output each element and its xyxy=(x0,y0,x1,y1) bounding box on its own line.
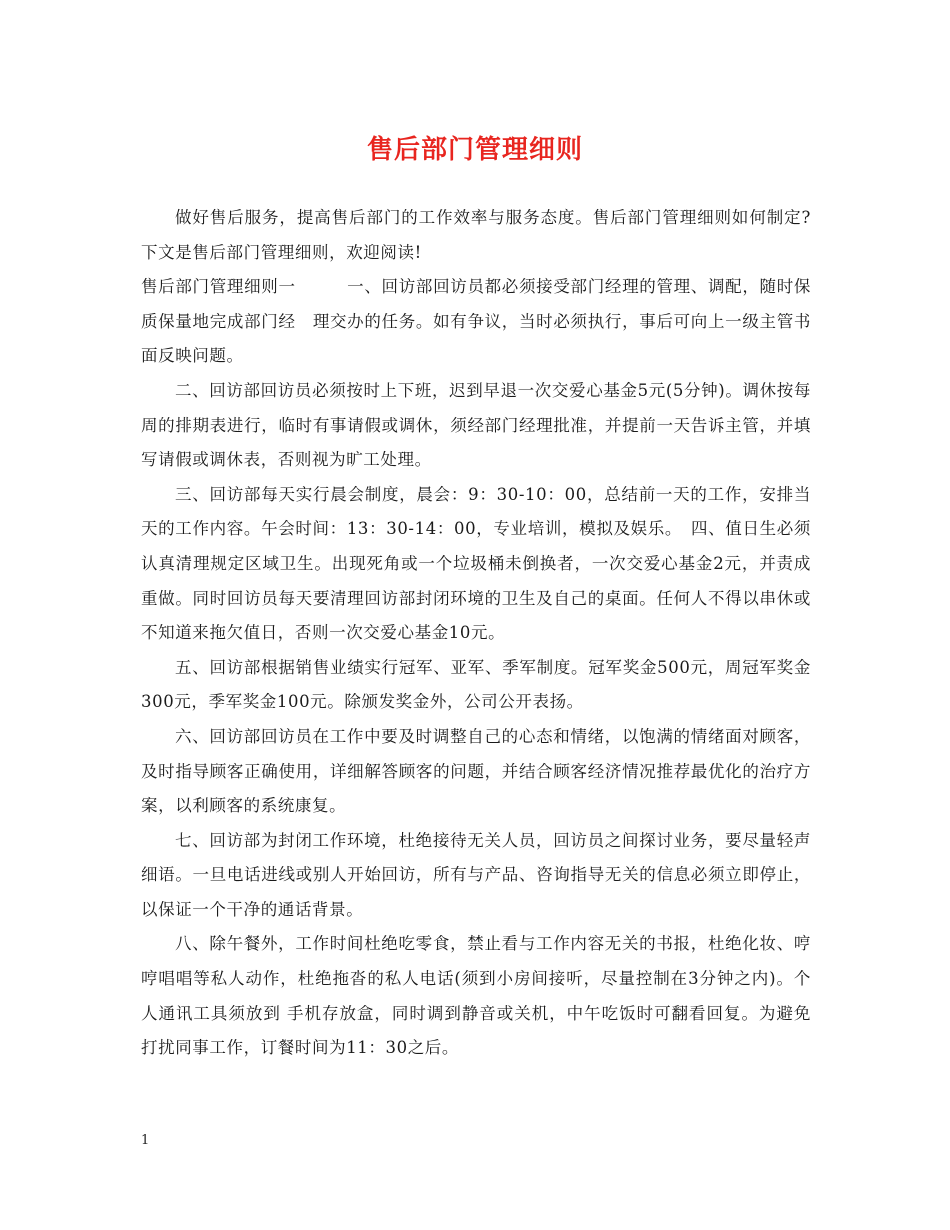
document-body xyxy=(141,201,811,1066)
page-number: 1 xyxy=(141,1133,150,1148)
paragraph-1: 售后部门管理细则一 一、回访部回访员都必须接受部门经理的管理、调配，随时保质保量地完成部门经 理交办的任务。如有争议，当时必须执行，事后可向上一级主管书面反映问题。 xyxy=(141,277,811,366)
paragraph-5: 五、回访部根据销售业绩实行冠军、亚军、季军制度。冠军奖金500元，周冠军奖金300元，季军奖金100元。除颁发奖金外，公司公开表扬。 xyxy=(141,657,811,712)
paragraph-6: 六、回访部回访员在工作中要及时调整自己的心态和情绪，以饱满的情绪面对顾客，及时指导顾客正确使用，详细解答顾客的问题，并结合顾客经济情况推荐最优化的治疗方案，以利顾客的系统康复。 xyxy=(141,726,811,816)
paragraph-8: 八、除午餐外，工作时间杜绝吃零食，禁止看与工作内容无关的书报，杜绝化妆、哼哼唱唱等私人动作，杜绝拖沓的私人电话(须到小房间接听，尽量控制在3分钟之内)。个人通讯工具须放到 手机存放盒，同时调到静音或关机，中午吃饭时可翻看回复。为避免打扰同事工作，订餐时间为11：30之后。 xyxy=(141,934,811,1058)
document-title: 售后部门管理细则 xyxy=(366,135,583,165)
paragraph-intro: 做好售后服务，提高售后部门的工作效率与服务态度。售后部门管理细则如何制定?下文是售后部门管理细则，欢迎阅读! xyxy=(141,208,811,262)
paragraph-2: 二、回访部回访员必须按时上下班，迟到早退一次交爱心基金5元(5分钟)。调休按每周的排期表进行，临时有事请假或调休，须经部门经理批准，并提前一天告诉主管，并填写请假或调休表，否则视为旷工处理。 xyxy=(141,380,811,470)
paragraph-7: 七、回访部为封闭工作环境，杜绝接待无关人员，回访员之间探讨业务，要尽量轻声细语。一旦电话进线或别人开始回访，所有与产品、咨询指导无关的信息必须立即停止，以保证一个干净的通话背景。 xyxy=(141,830,811,919)
paragraph-3: 三、回访部每天实行晨会制度，晨会：9：30-10：00，总结前一天的工作，安排当天的工作内容。午会时间：13：30-14：00，专业培训，模拟及娱乐。 四、值日生必须认真清理规定区域卫生。出现死角或一个垃圾桶未倒换者，一次交爱心基金2元，并责成重做。同时回访员每天要清理回访部封闭环境的卫生及自己的桌面。任何人不得以串休或不知道来拖欠值日，否则一次交爱心基金10元。 xyxy=(141,484,811,643)
